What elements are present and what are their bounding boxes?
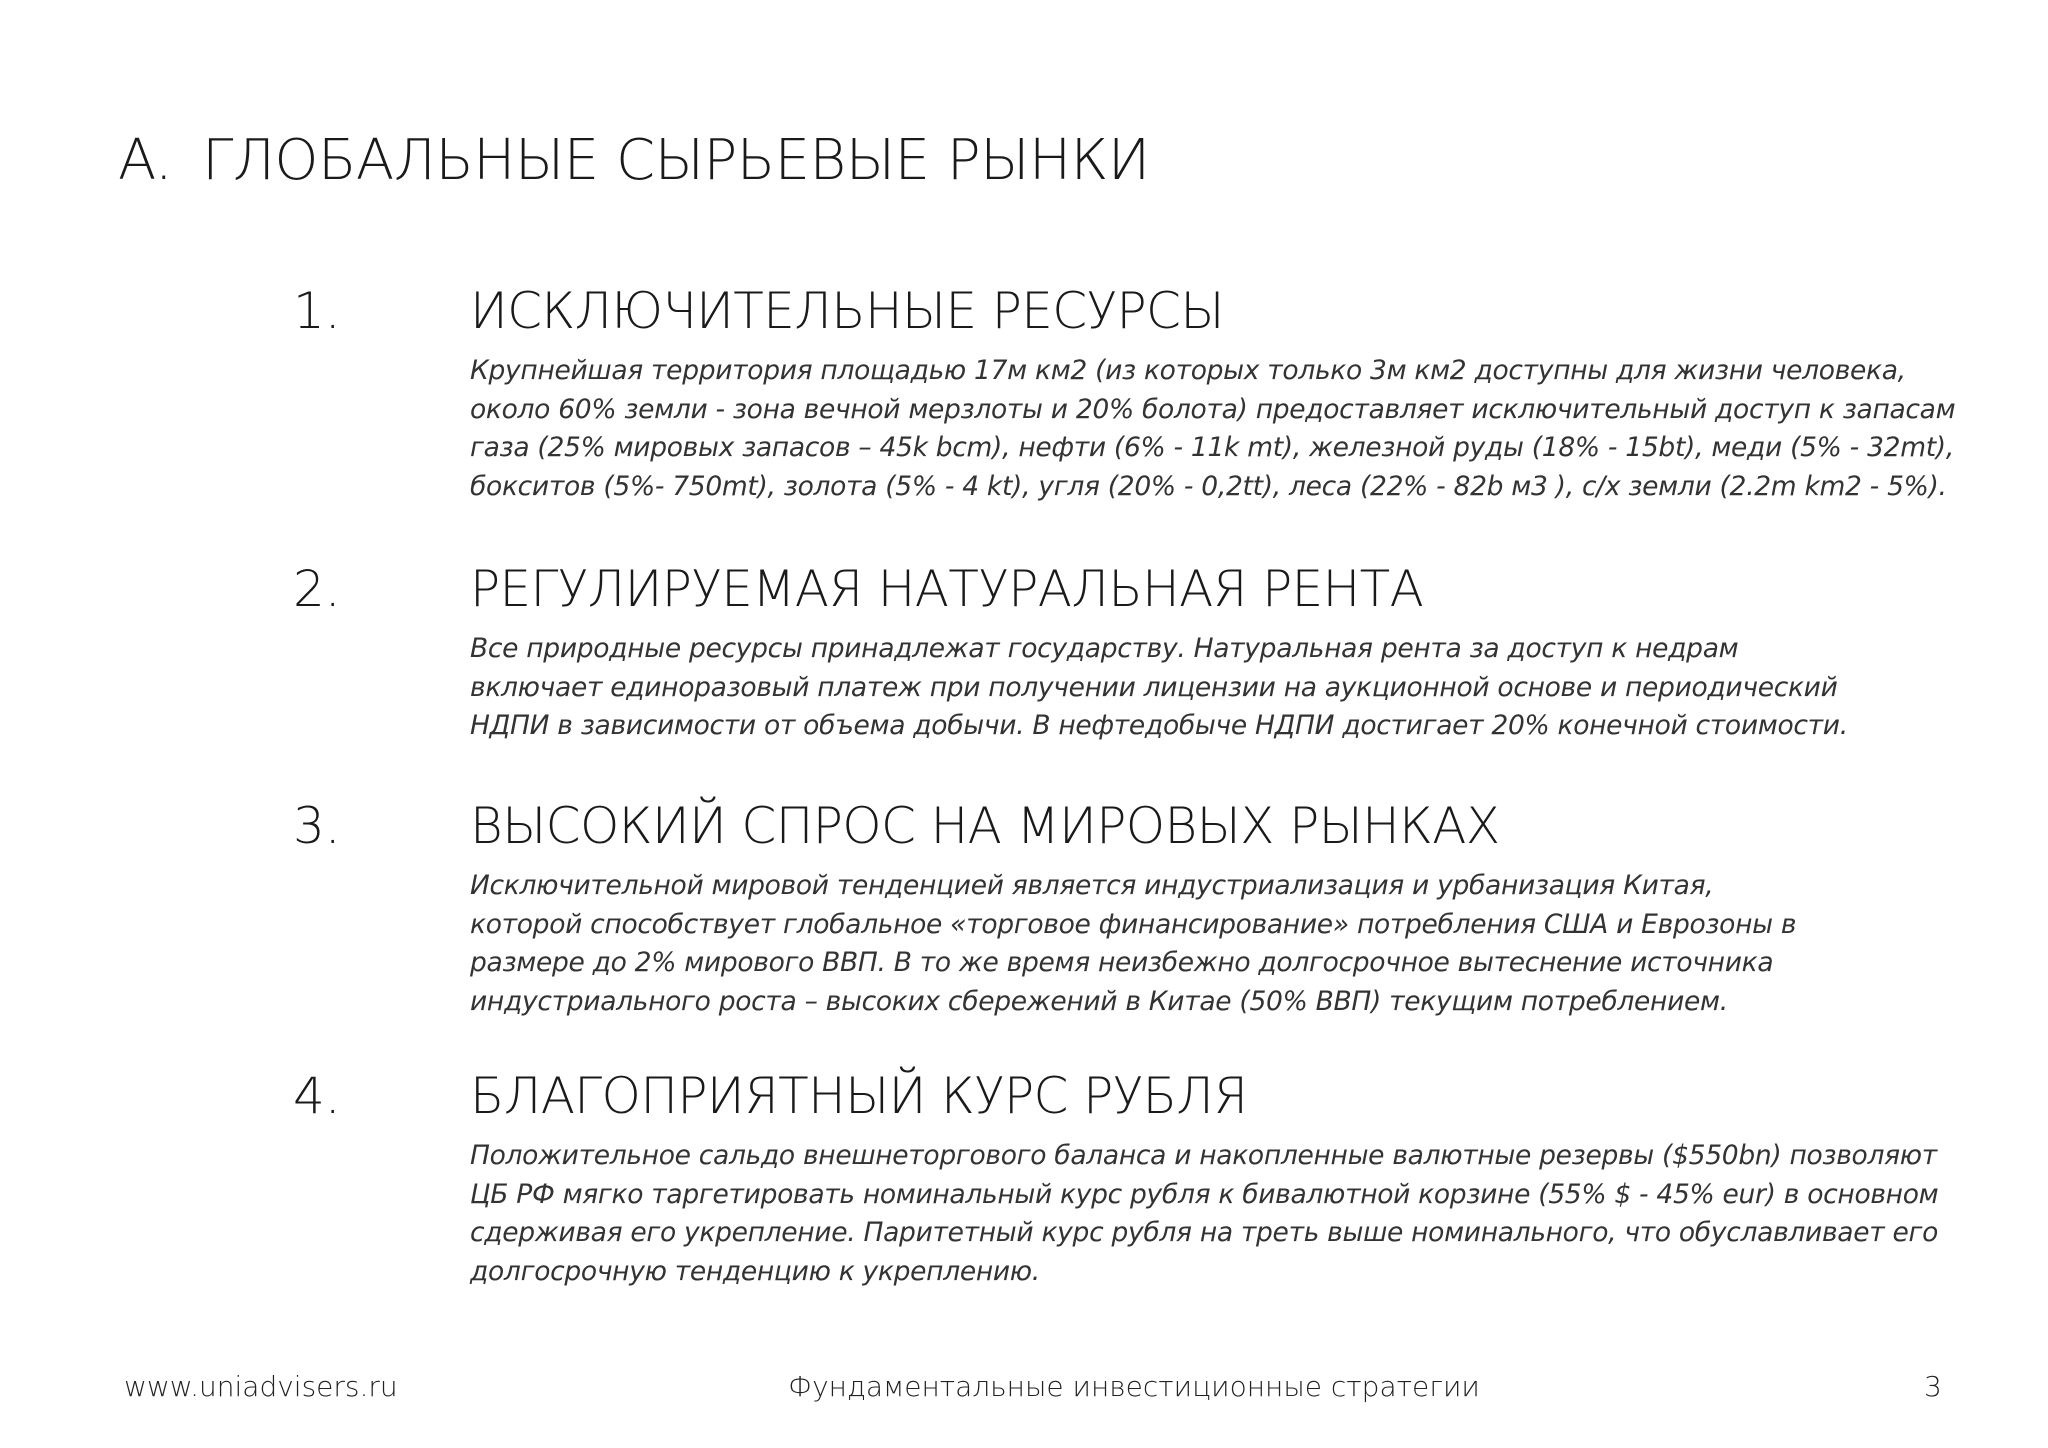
section-body xyxy=(470,1137,1939,1291)
page-number: 3 xyxy=(1924,1370,1942,1403)
section-heading: ВЫСОКИЙ СПРОС НА МИРОВЫХ РЫНКАХ xyxy=(470,797,1500,855)
section-heading: РЕГУЛИРУЕМАЯ НАТУРАЛЬНАЯ РЕНТА xyxy=(470,560,1424,618)
body-line: Исключительной мировой тенденцией является индустриализация и урбанизация Китая, xyxy=(470,870,1714,901)
body-line: бокситов (5%- 750mt), золота (5% - 4 kt), угля (20% - 0,2tt), леса (22% - 82b м3 ), с/х земли (2.2m km2 - 5%). xyxy=(470,470,1947,502)
section-body xyxy=(470,352,1956,506)
slide-title-letter: A. xyxy=(118,128,173,193)
section-body xyxy=(470,630,1900,746)
section-number: 1. xyxy=(293,282,341,340)
section-heading: БЛАГОПРИЯТНЫЙ КУРС РУБЛЯ xyxy=(470,1067,1248,1125)
body-line: долгосрочную тенденцию к укреплению. xyxy=(470,1255,1040,1287)
section-number: 3. xyxy=(293,797,341,855)
body-line: размере до 2% мирового ВВП. В то же время неизбежно долгосрочное вытеснение источника xyxy=(470,947,1774,978)
section-body xyxy=(470,867,1900,1021)
body-line: индустриального роста – высоких сбережений в Китае (50% ВВП) текущим потреблением. xyxy=(470,985,1728,1017)
body-line: Крупнейшая территория площадью 17м км2 (из которых только 3м км2 доступны для жизни человека, xyxy=(470,355,1906,386)
footer-website-link[interactable]: www.uniadvisers.ru xyxy=(124,1370,398,1403)
body-line: Положительное сальдо внешнеторгового баланса и накопленные валютные резервы ($550bn) позволяют xyxy=(470,1140,1937,1171)
body-line: Все природные ресурсы принадлежат государству. Натуральная рента за доступ к недрам xyxy=(470,633,1739,664)
slide-title xyxy=(118,128,1150,193)
section-number: 2. xyxy=(293,560,341,618)
section-heading: ИСКЛЮЧИТЕЛЬНЫЕ РЕСУРСЫ xyxy=(470,282,1224,340)
footer-document-title: Фундаментальные инвестиционные стратегии xyxy=(788,1370,1480,1403)
body-line: газа (25% мировых запасов – 45k bcm), нефти (6% - 11k mt), железной руды (18% - 15bt), меди (5% - 32mt), xyxy=(470,432,1954,463)
body-line: включает единоразовый платеж при получении лицензии на аукционной основе и периодический xyxy=(470,671,1838,703)
body-line: сдерживая его укрепление. Паритетный курс рубля на треть выше номинального, что обуславливает его xyxy=(470,1217,1939,1248)
section-number: 4. xyxy=(293,1067,341,1125)
body-line: НДПИ в зависимости от объема добычи. В нефтедобыче НДПИ достигает 20% конечной стоимости. xyxy=(470,710,1848,741)
body-line: ЦБ РФ мягко таргетировать номинальный курс рубля к бивалютной корзине (55% $ - 45% eur) в основном xyxy=(470,1178,1939,1210)
body-line: которой способствует глобальное «торговое финансирование» потребления США и Еврозоны в xyxy=(470,908,1797,940)
body-line: около 60% земли - зона вечной мерзлоты и 20% болота) предоставляет исключительный доступ к запасам xyxy=(470,393,1956,425)
slide-title-text: ГЛОБАЛЬНЫЕ СЫРЬЕВЫЕ РЫНКИ xyxy=(202,128,1150,193)
